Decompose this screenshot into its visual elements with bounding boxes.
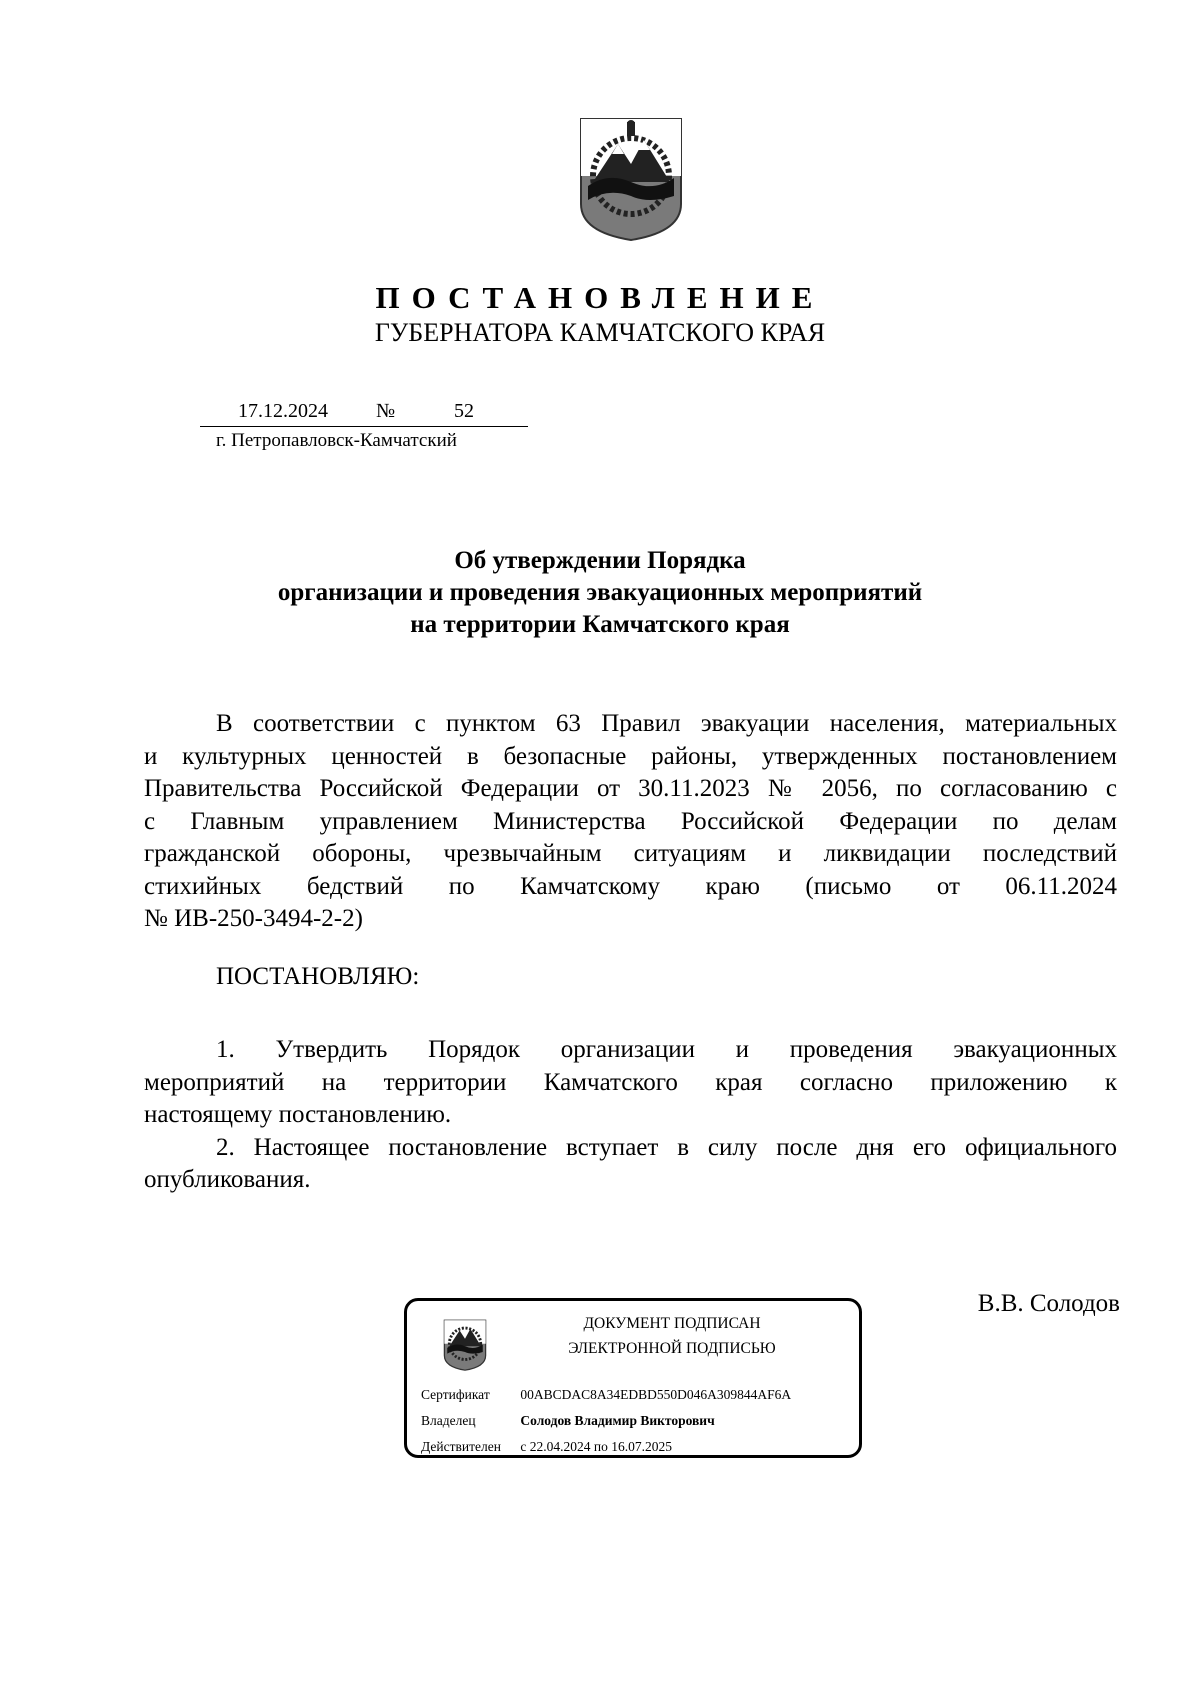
validity-label: Действителен bbox=[421, 1439, 501, 1454]
subject-line: Об утверждении Порядка bbox=[454, 547, 746, 574]
document-subject bbox=[0, 545, 1200, 641]
signer-name: В.В. Солодов bbox=[977, 1290, 1120, 1317]
certificate-label: Сертификат bbox=[421, 1387, 490, 1402]
preamble-line: Правительства Российской Федерации от 30.11.2023 № 2056, по согласованию с bbox=[144, 775, 1117, 802]
validity-value: с 22.04.2024 по 16.07.2025 bbox=[520, 1439, 672, 1454]
owner-label: Владелец bbox=[421, 1413, 476, 1428]
coat-of-arms-small-icon bbox=[443, 1319, 487, 1371]
subject-line: организации и проведения эвакуационных мероприятий bbox=[277, 579, 923, 606]
date-number-line bbox=[200, 398, 528, 427]
electronic-signature-stamp bbox=[404, 1298, 862, 1458]
decree-items bbox=[144, 1034, 1117, 1197]
preamble-paragraph bbox=[144, 708, 1117, 936]
kamchatka-coat-of-arms-icon bbox=[578, 116, 684, 242]
item-line: 1. Утвердить Порядок организации и проведения эвакуационных bbox=[216, 1036, 1117, 1063]
stamp-title-line: ЭЛЕКТРОННОЙ ПОДПИСЬЮ bbox=[568, 1340, 776, 1357]
certificate-row bbox=[421, 1387, 791, 1403]
decree-word: ПОСТАНОВЛЯЮ: bbox=[216, 963, 420, 990]
city-name: г. Петропавловск-Камчатский bbox=[216, 430, 457, 451]
owner-row bbox=[421, 1413, 715, 1429]
preamble-line: с Главным управлением Министерства Российской Федерации по делам bbox=[144, 807, 1117, 835]
item-line: 2. Настоящее постановление вступает в силу после дня его официального bbox=[216, 1133, 1117, 1161]
preamble-line: гражданской обороны, чрезвычайным ситуациям и ликвидации последствий bbox=[144, 840, 1117, 867]
certificate-value: 00ABCDAC8A34EDBD550D046A309844AF6A bbox=[520, 1387, 792, 1402]
validity-row bbox=[421, 1439, 672, 1455]
issuing-authority: ГУБЕРНАТОРА КАМЧАТСКОГО КРАЯ bbox=[374, 318, 826, 347]
item-line: настоящему постановлению. bbox=[144, 1101, 452, 1128]
preamble-line: № ИВ-250-3494-2-2) bbox=[144, 905, 363, 932]
preamble-line: стихийных бедствий по Камчатскому краю (письмо от 06.11.2024 bbox=[144, 872, 1117, 900]
number-sign: № bbox=[376, 400, 396, 422]
document-type-title: ПОСТАНОВЛЕНИЕ bbox=[375, 280, 825, 315]
subject-line: на территории Камчатского края bbox=[410, 611, 790, 638]
document-date: 17.12.2024 bbox=[238, 400, 328, 422]
item-line: мероприятий на территории Камчатского края согласно приложению к bbox=[144, 1068, 1117, 1096]
preamble-line: В соответствии с пунктом 63 Правил эвакуации населения, материальных bbox=[216, 710, 1117, 737]
item-line: опубликования. bbox=[144, 1166, 311, 1193]
preamble-line: и культурных ценностей в безопасные районы, утвержденных постановлением bbox=[144, 742, 1117, 770]
owner-value: Солодов Владимир Викторович bbox=[520, 1413, 715, 1428]
stamp-title-line: ДОКУМЕНТ ПОДПИСАН bbox=[583, 1315, 761, 1332]
document-number: 52 bbox=[454, 400, 474, 422]
